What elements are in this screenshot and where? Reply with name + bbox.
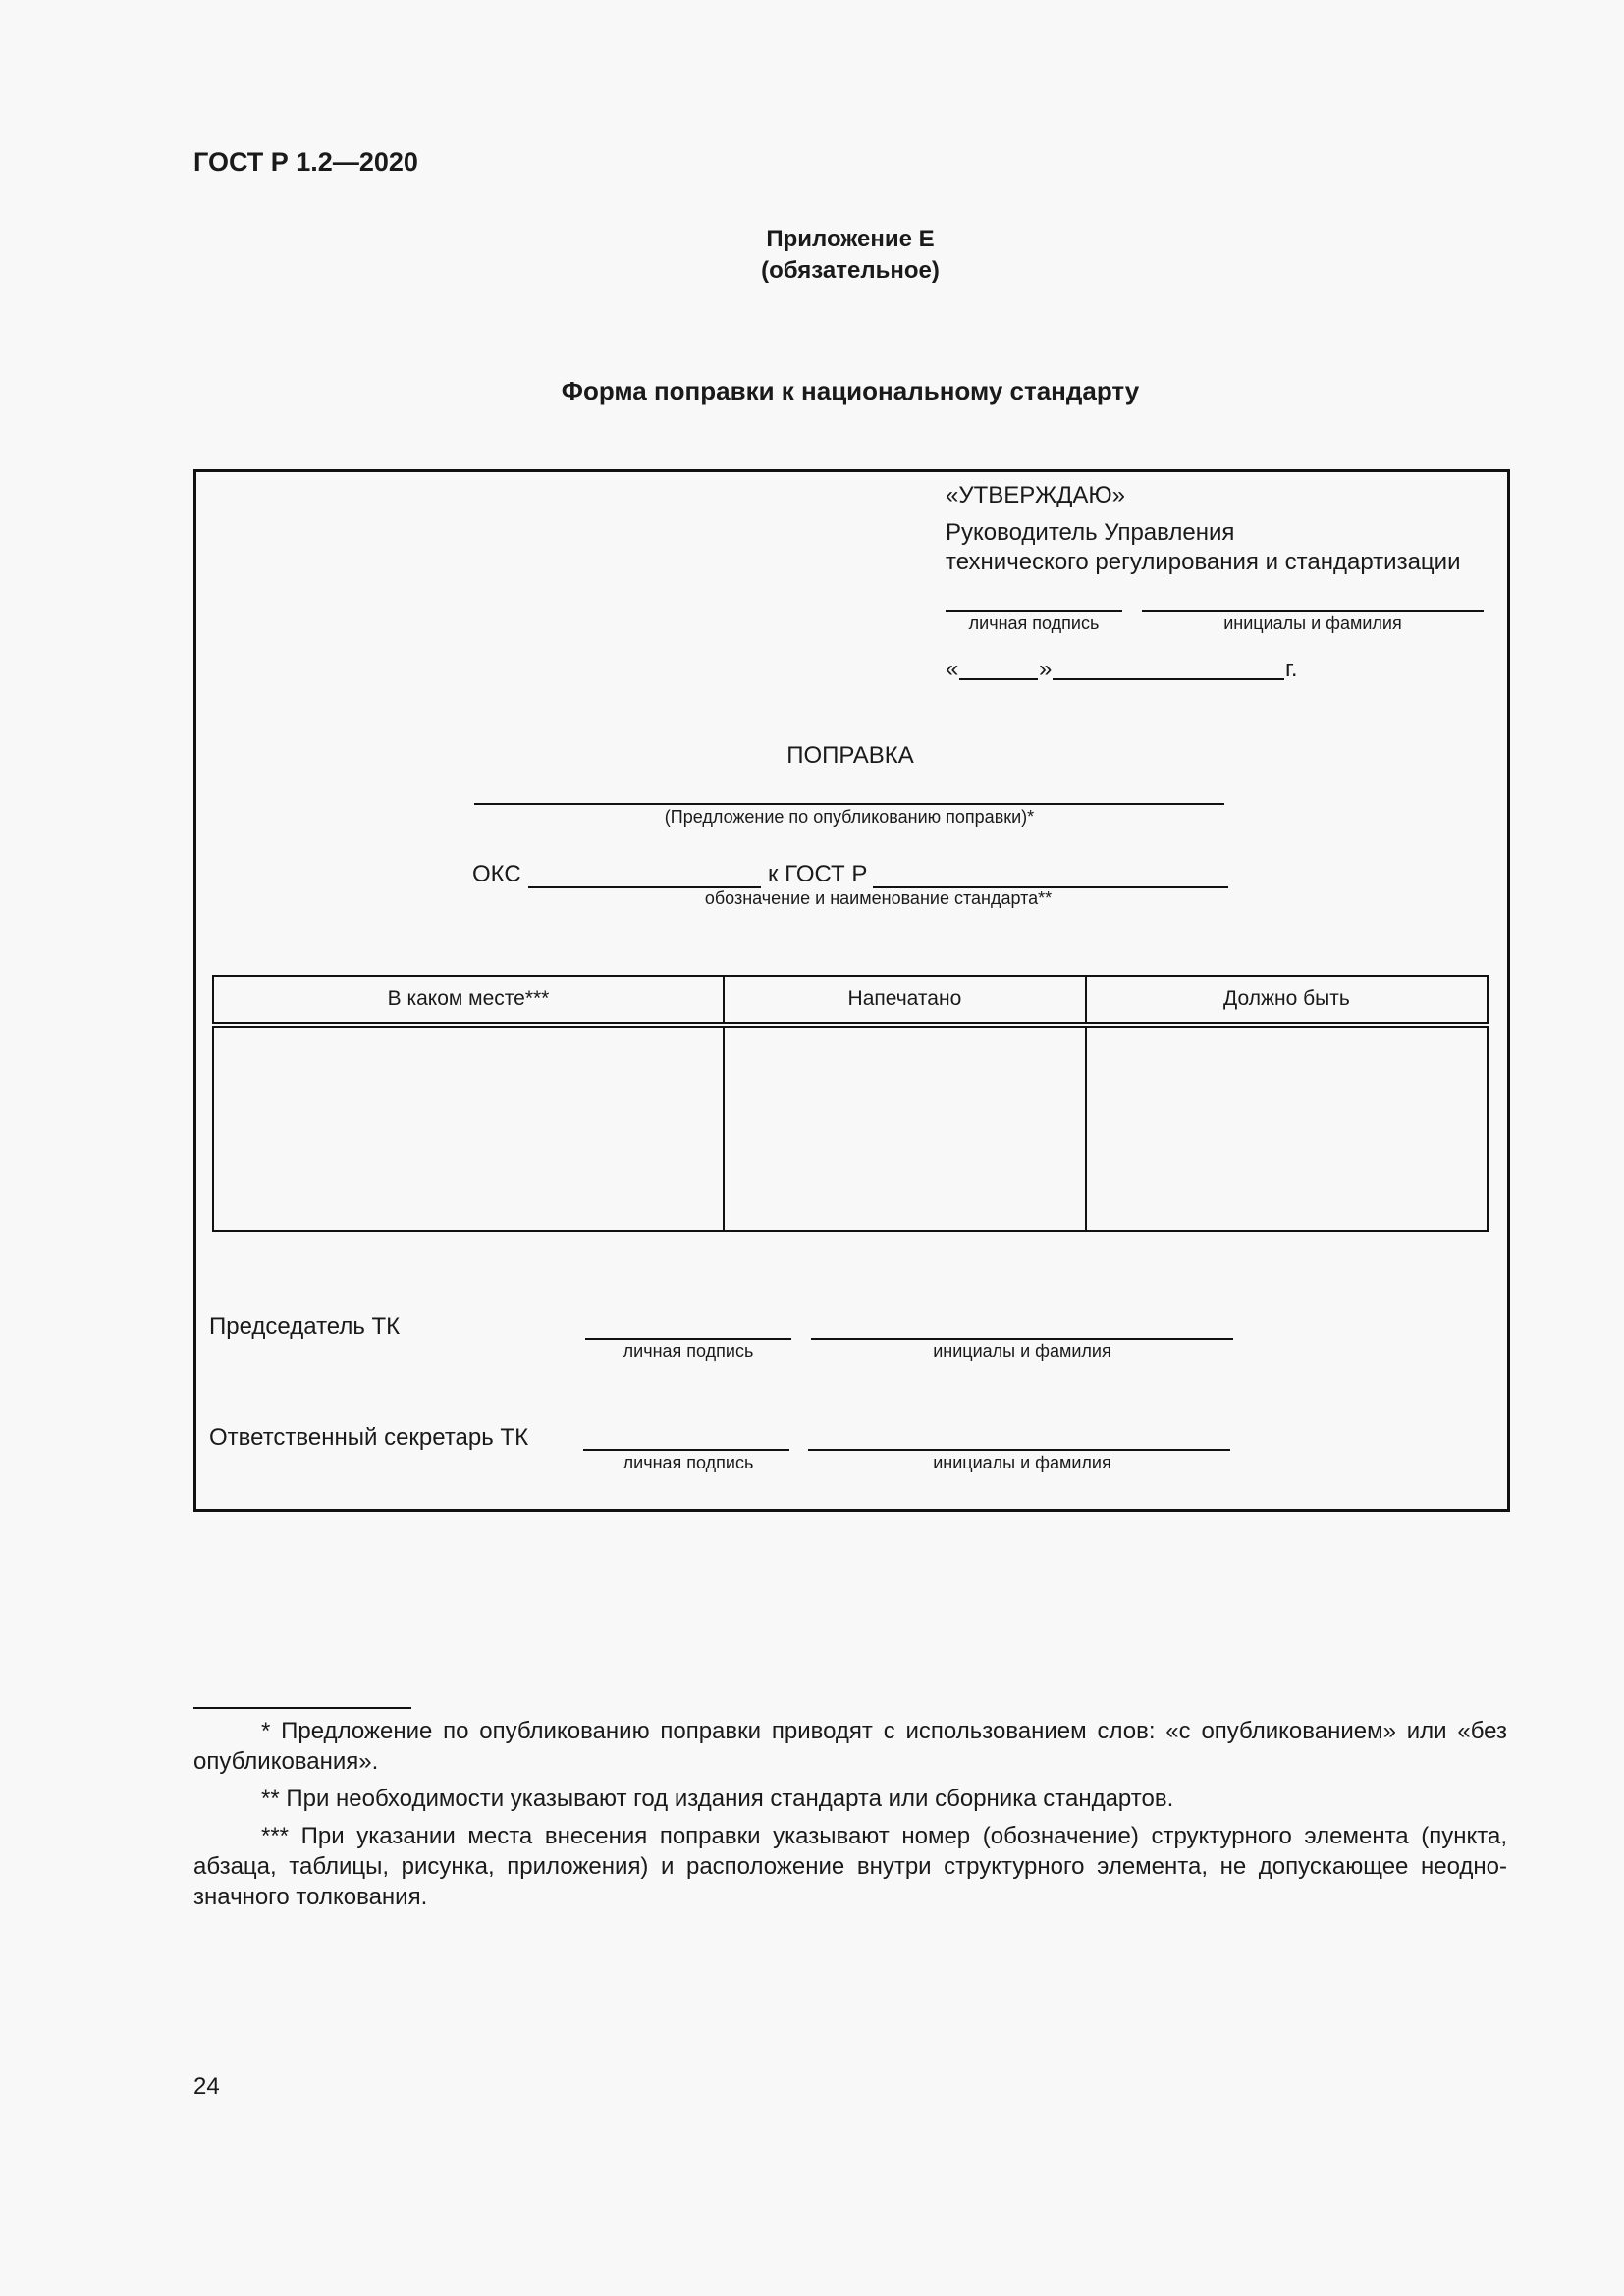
chairman-signature-caption: личная подпись [623, 1341, 754, 1361]
approval-signature-line [946, 610, 1122, 612]
column-header-printed: Напечатано [724, 976, 1086, 1025]
approval-position-line1: Руководитель Управления [946, 519, 1235, 546]
approval-signature-caption: личная подпись [968, 614, 1100, 633]
secretary-name-caption: инициалы и фамилия [933, 1453, 1111, 1472]
form-title: Форма поправки к национальному стандарту [561, 376, 1140, 405]
standard-caption: обозначение и наименование стандарта** [704, 888, 1053, 908]
secretary-name-line [808, 1449, 1230, 1451]
secretary-signature-caption: личная подпись [623, 1453, 754, 1472]
appendix-title: Приложение Е [766, 226, 935, 252]
chairman-signature-line [585, 1338, 791, 1340]
table-cell-location [213, 1025, 724, 1231]
footnote-separator [193, 1707, 411, 1709]
approval-name-line [1142, 610, 1484, 612]
oks-label: ОКС [472, 861, 521, 887]
secretary-label: Ответственный секретарь ТК [209, 1424, 529, 1451]
publication-caption: (Предложение по опубликованию поправки)* [664, 807, 1035, 827]
secretary-signature-line [583, 1449, 789, 1451]
approval-label: «УТВЕРЖДАЮ» [946, 482, 1126, 508]
chairman-name-caption: инициалы и фамилия [933, 1341, 1111, 1361]
date-close-quote: » [1039, 656, 1053, 682]
document-code: ГОСТ Р 1.2—2020 [193, 147, 418, 177]
column-header-location: В каком месте*** [213, 976, 724, 1025]
date-month-line [1053, 678, 1284, 680]
footnote-1: * Предложение по опубликованию поправки приводят с использованием слов: «с опубликованием» или «без опубликования». [193, 1718, 1507, 1775]
chairman-name-line [811, 1338, 1233, 1340]
standard-prefix: к ГОСТ Р [768, 861, 868, 887]
correction-heading: ПОПРАВКА [786, 742, 914, 769]
chairman-label: Председатель ТК [209, 1313, 401, 1340]
footnote-3: *** При указании места внесения поправки указывают номер (обозначение) структурного элемента (пункта, абзаца, таблицы, рисунка, приложения) и расположение внутри структурного элемента, не допускающее неоднозначного толкования. [193, 1823, 1507, 1910]
appendix-status: (обязательное) [761, 257, 940, 284]
column-header-should-be: Должно быть [1086, 976, 1488, 1025]
table-cell-printed [724, 1025, 1086, 1231]
footnote-2: ** При необходимости указывают год издания стандарта или сборника стандартов. [261, 1786, 1174, 1812]
corrections-table [212, 975, 1489, 1232]
date-day-line [959, 678, 1038, 680]
table-cell-should-be [1086, 1025, 1488, 1231]
approval-position-line2: технического регулирования и стандартизации [946, 549, 1461, 575]
publication-line [474, 803, 1224, 805]
date-open-quote: « [946, 656, 959, 682]
page-number: 24 [193, 2073, 220, 2100]
date-year-suffix: г. [1285, 656, 1298, 682]
approval-name-caption: инициалы и фамилия [1223, 614, 1402, 633]
